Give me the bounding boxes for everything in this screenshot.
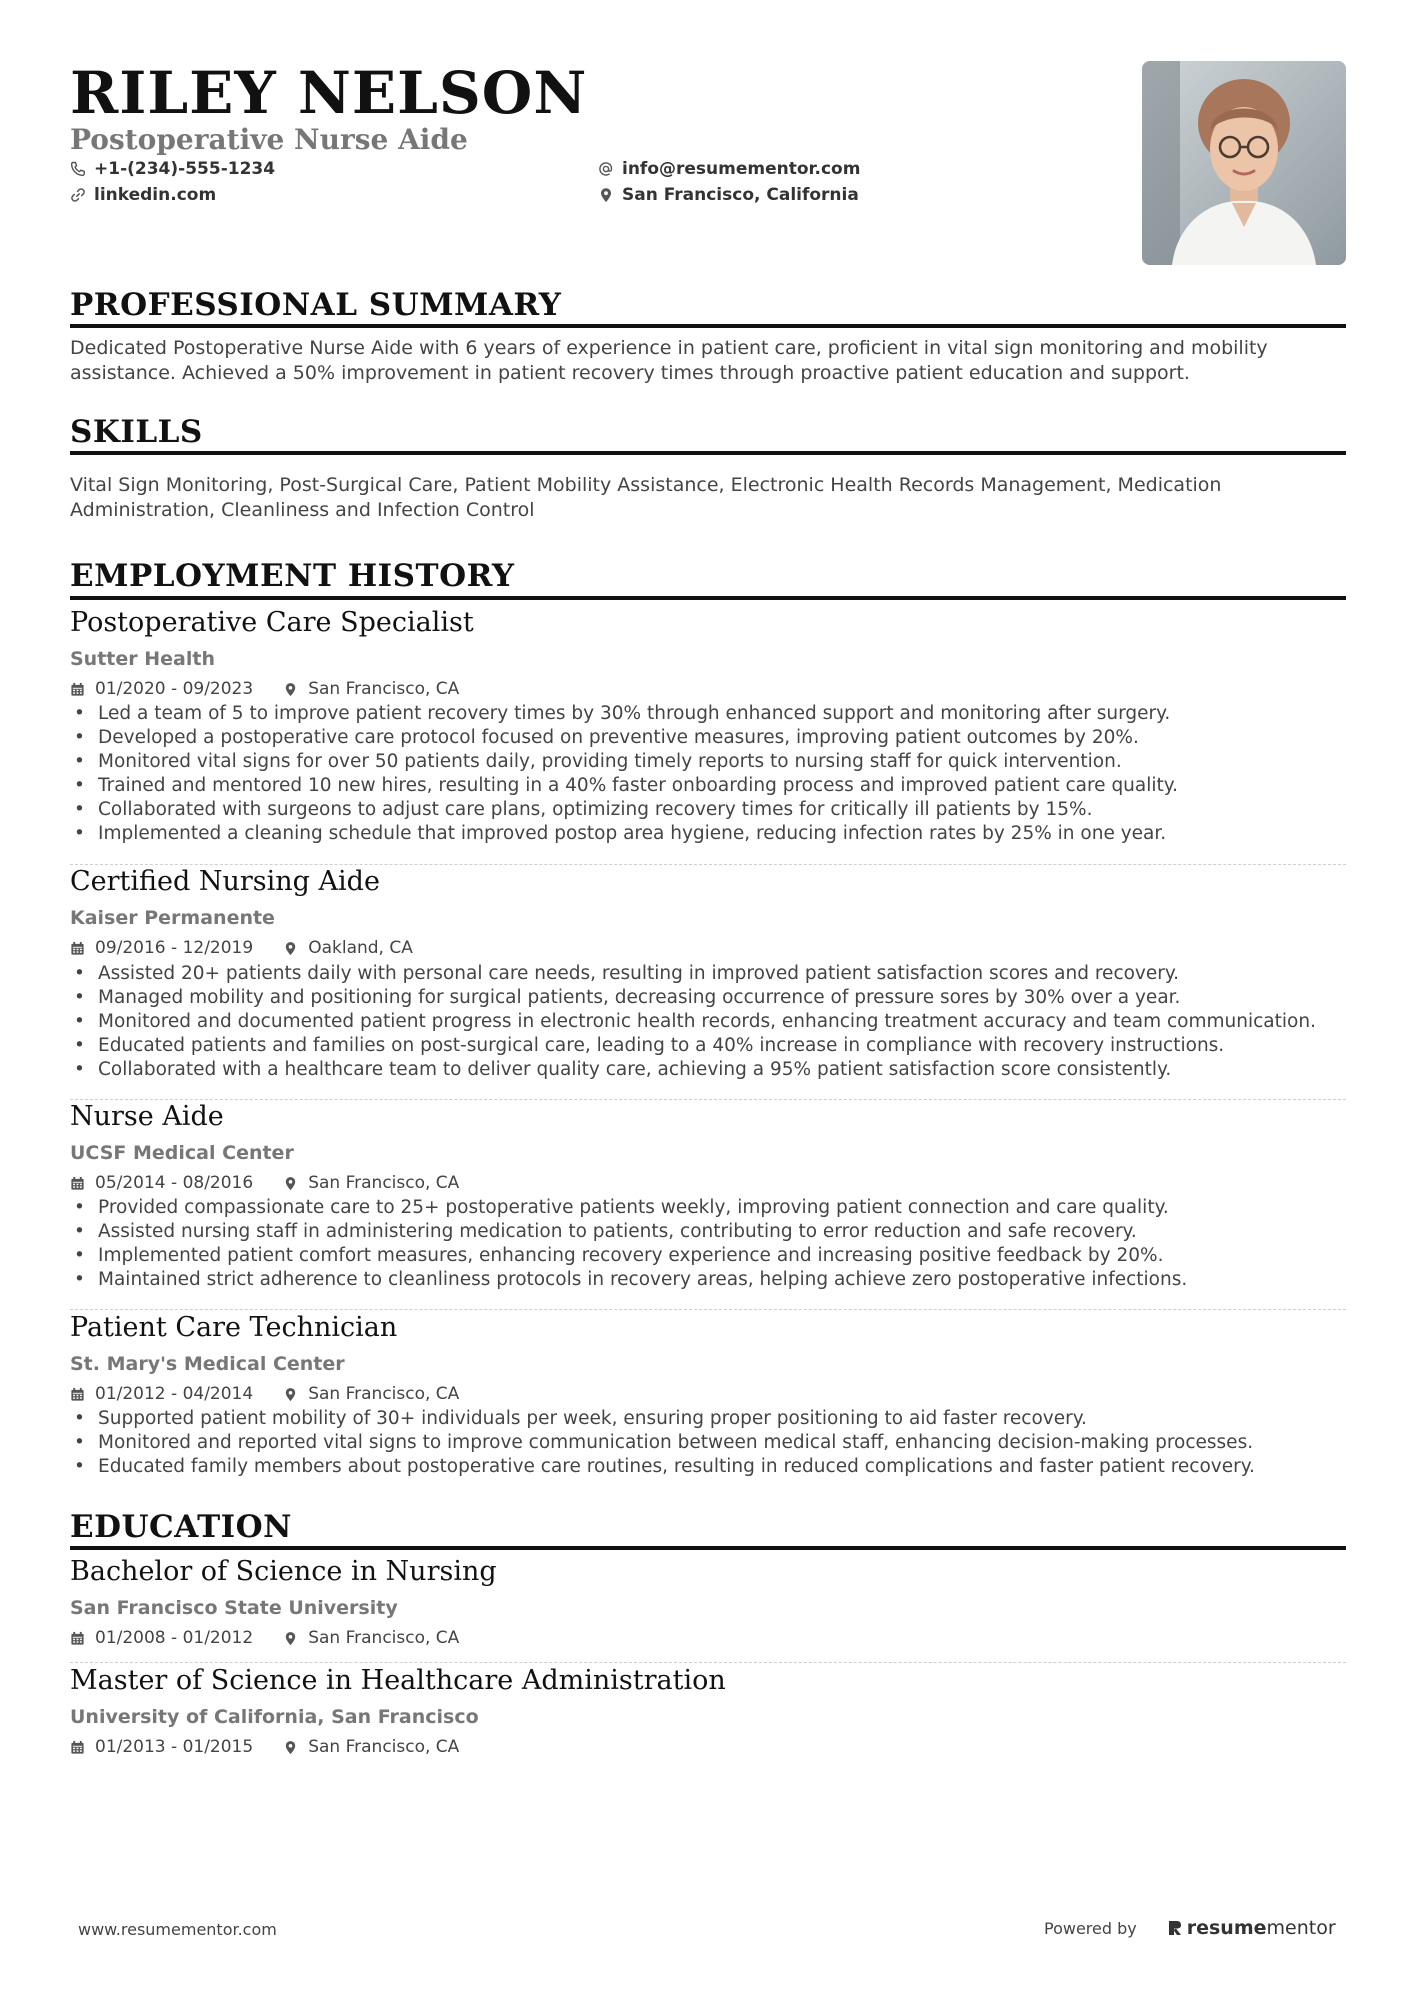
map-pin-icon (283, 1740, 298, 1755)
footer-website[interactable]: www.resumementor.com (78, 1920, 277, 1939)
education-dates: 01/2013 - 01/2015 (95, 1737, 254, 1757)
list-item: • Led a team of 5 to improve patient recovery times by 30% through enhanced support and monitoring after surgery. (70, 702, 1346, 726)
job-location: San Francisco, CA (308, 679, 460, 699)
entry-divider (70, 1309, 1346, 1310)
profile-photo (1142, 61, 1346, 265)
list-item: • Implemented a cleaning schedule that improved postop area hygiene, reducing infection rates by 25% in one year. (70, 822, 1346, 846)
job-bullets (70, 702, 1346, 846)
contact-linkedin[interactable] (70, 183, 216, 207)
footer-branding (1044, 1917, 1336, 1939)
link-icon (70, 187, 86, 203)
list-item: • Developed a postoperative care protocol focused on preventive measures, improving patient outcomes by 20%. (70, 726, 1346, 750)
calendar-icon (70, 1387, 85, 1402)
email-text[interactable]: info@resumementor.com (622, 159, 861, 179)
list-item: • Provided compassionate care to 25+ postoperative patients weekly, improving patient connection and care quality. (70, 1196, 1346, 1220)
phone-text: +1-(234)-555-1234 (94, 159, 276, 179)
list-item: • Collaborated with a healthcare team to deliver quality care, achieving a 95% patient satisfaction score consistently. (70, 1058, 1346, 1082)
map-pin-icon (283, 1631, 298, 1646)
school-name: University of California, San Francisco (70, 1706, 479, 1728)
list-item: • Supported patient mobility of 30+ individuals per week, ensuring proper positioning to aid faster recovery. (70, 1407, 1346, 1431)
entry-divider (70, 1662, 1346, 1663)
skills-text: Vital Sign Monitoring, Post-Surgical Care, Patient Mobility Assistance, Electronic Health Records Management, Medication Administration, Cleanliness and Infection Control (70, 474, 1222, 521)
location-text: San Francisco, California (622, 185, 859, 205)
job-bullets (70, 1407, 1346, 1479)
list-item: • Educated patients and families on post-surgical care, leading to a 40% increase in compliance with recovery instructions. (70, 1034, 1346, 1058)
map-pin-icon (283, 682, 298, 697)
at-icon (598, 161, 614, 177)
list-item: • Trained and mentored 10 new hires, resulting in a 40% faster onboarding process and improved patient care quality. (70, 774, 1346, 798)
list-item: • Maintained strict adherence to cleanliness protocols in recovery areas, helping achieve zero postoperative infections. (70, 1268, 1346, 1292)
candidate-name: RILEY NELSON (70, 59, 588, 127)
job-meta (70, 1382, 459, 1406)
list-item: • Monitored vital signs for over 50 patients daily, providing timely reports to nursing staff for quick intervention. (70, 750, 1346, 774)
job-title: Postoperative Care Specialist (70, 607, 474, 638)
list-item: • Assisted nursing staff in administering medication to patients, contributing to error reduction and safe recovery. (70, 1220, 1346, 1244)
list-item: • Assisted 20+ patients daily with personal care needs, resulting in improved patient satisfaction scores and recovery. (70, 962, 1346, 986)
degree-title: Bachelor of Science in Nursing (70, 1556, 497, 1587)
contact-email[interactable] (598, 157, 860, 181)
map-pin-icon (598, 187, 614, 203)
resumementor-logo-icon (1167, 1919, 1183, 1937)
list-item: • Educated family members about postoperative care routines, resulting in reduced complications and faster patient recovery. (70, 1455, 1346, 1479)
brand-logo[interactable] (1167, 1917, 1336, 1939)
list-item: • Monitored and reported vital signs to improve communication between medical staff, enhancing decision-making processes. (70, 1431, 1346, 1455)
job-bullets (70, 1196, 1346, 1292)
list-item: • Monitored and documented patient progress in electronic health records, enhancing treatment accuracy and team communication. (70, 1010, 1346, 1034)
job-title: Nurse Aide (70, 1101, 224, 1132)
job-location: Oakland, CA (308, 938, 413, 958)
education-meta (70, 1626, 459, 1650)
job-title: Certified Nursing Aide (70, 866, 380, 897)
job-meta (70, 677, 459, 701)
contact-phone (70, 157, 275, 181)
school-name: San Francisco State University (70, 1597, 398, 1619)
calendar-icon (70, 682, 85, 697)
calendar-icon (70, 1631, 85, 1646)
section-divider (70, 1546, 1346, 1550)
job-dates: 01/2012 - 04/2014 (95, 1384, 254, 1404)
candidate-title: Postoperative Nurse Aide (70, 123, 468, 156)
linkedin-text[interactable]: linkedin.com (94, 185, 217, 205)
portrait-image (1142, 61, 1346, 265)
education-dates: 01/2008 - 01/2012 (95, 1628, 254, 1648)
job-meta (70, 1171, 459, 1195)
job-company: Sutter Health (70, 648, 215, 670)
job-title: Patient Care Technician (70, 1312, 398, 1343)
job-dates: 01/2020 - 09/2023 (95, 679, 254, 699)
job-company: UCSF Medical Center (70, 1142, 294, 1164)
map-pin-icon (283, 1387, 298, 1402)
education-meta (70, 1735, 459, 1759)
job-dates: 09/2016 - 12/2019 (95, 938, 254, 958)
education-location: San Francisco, CA (308, 1628, 460, 1648)
powered-by-label: Powered by (1044, 1918, 1137, 1938)
map-pin-icon (283, 1176, 298, 1191)
map-pin-icon (283, 941, 298, 956)
calendar-icon (70, 941, 85, 956)
calendar-icon (70, 1740, 85, 1755)
phone-icon (70, 161, 86, 177)
contact-location (598, 183, 859, 207)
list-item: • Managed mobility and positioning for surgical patients, decreasing occurrence of pressure sores by 30% over a year. (70, 986, 1346, 1010)
job-location: San Francisco, CA (308, 1173, 460, 1193)
brand-name-bold: resume (1186, 1917, 1267, 1939)
section-title-education: EDUCATION (70, 1509, 292, 1545)
list-item: • Implemented patient comfort measures, enhancing recovery experience and increasing positive feedback by 20%. (70, 1244, 1346, 1268)
section-divider (70, 324, 1346, 328)
job-company: St. Mary's Medical Center (70, 1353, 345, 1375)
brand-name-rest: mentor (1266, 1917, 1336, 1939)
job-company: Kaiser Permanente (70, 907, 275, 929)
calendar-icon (70, 1176, 85, 1191)
section-title-employment: EMPLOYMENT HISTORY (70, 558, 515, 594)
job-dates: 05/2014 - 08/2016 (95, 1173, 254, 1193)
section-title-skills: SKILLS (70, 414, 203, 450)
job-meta (70, 936, 413, 960)
education-location: San Francisco, CA (308, 1737, 460, 1757)
section-title-summary: PROFESSIONAL SUMMARY (70, 287, 562, 323)
job-bullets (70, 962, 1346, 1082)
degree-title: Master of Science in Healthcare Administration (70, 1665, 726, 1696)
summary-text: Dedicated Postoperative Nurse Aide with 6 years of experience in patient care, proficient in vital sign monitoring and mobility assistance. Achieved a 50% improvement in patient recovery times through proactive patient education and support. (70, 337, 1268, 384)
entry-divider (70, 1099, 1346, 1100)
list-item: • Collaborated with surgeons to adjust care plans, optimizing recovery times for critically ill patients by 15%. (70, 798, 1346, 822)
section-divider (70, 451, 1346, 455)
section-divider (70, 596, 1346, 600)
job-location: San Francisco, CA (308, 1384, 460, 1404)
